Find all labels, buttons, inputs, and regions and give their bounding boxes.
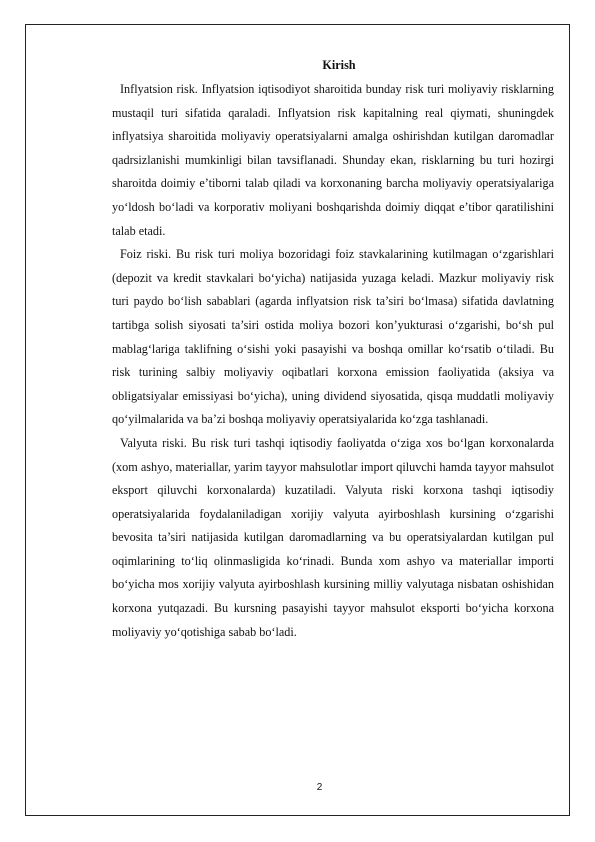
paragraph-currency-risk: Valyuta riski. Bu risk turi tashqi iqtisodiy faoliyatda o‘ziga xos bo‘lgan korxonalarda (xom ashyo, materiallar, yarim tayyor mahsulotlar import qiluvchi hamda tayyor mahsulot eksport qiluvchi korxonalarda) kuzatiladi. Valyuta riski korxona tashqi iqtisodiy operatsiyalarida foydalaniladigan xorijiy valyuta ayirboshlash kursining o‘zgarishi bevosita ta’siri natijasida kutilgan daromadlarning va bu operatsiyalardan kutilgan pul oqimlarining to‘liq olinmasligida ko‘rinadi. Bunda xom ashyo va materiallar importi bo‘yicha mos xorijiy valyuta ayirboshlash kursining milliy valyutaga nisbatan oshishidan korxona yutqazadi. Bu kursning pasayishi tayyor mahsulot eksporti bo‘yicha korxona moliyaviy yo‘qotishiga sabab bo‘ladi.: [112, 435, 554, 639]
paragraph-inflation-risk: Inflyatsion risk. Inflyatsion iqtisodiyot sharoitida bunday risk turi moliyaviy risklarning mustaqil turi sifatida qaraladi. Inflyatsion risk kapitalning real qiymati, shuningdek inflyatsiya sharoitida moliyaviy operatsiyalarni amalga oshirishdan kutilgan daromadlar qadrsizlanishi mumkinligi bilan tavsiflanadi. Shunday ekan, risklarning bu turi hozirgi sharoitda doimiy e’tiborni talab qiladi va korxonaning barcha moliyaviy operatsiyalariga yo‘ldosh bo‘ladi va korporativ moliyani boshqarishda doimiy diqqat e’tibor qaratilishini talab etadi.: [112, 82, 554, 238]
document-body: [112, 52, 554, 644]
document-title: Kirish: [322, 58, 356, 72]
page-number: 2: [316, 782, 323, 793]
paragraph-interest-risk: Foiz riski. Bu risk turi moliya bozoridagi foiz stavkalarining kutilmagan o‘zgarishlari (depozit va kredit stavkalari bo‘yicha) natijasida yuzaga keladi. Mazkur moliyaviy risk turi paydo bo‘lish sabablari (agarda inflyatsion risk ta’siri bo‘lmasa) sifatida davlatning tartibga solish siyosati ta’siri ostida moliya bozori kon’yukturasi o‘zgarishi, bo‘sh pul mablag‘lariga taklifning o‘sishi yoki pasayishi va boshqa omillar ko‘rsatib o‘tiladi. Bu risk turining salbiy moliyaviy oqibatlari korxona emission faoliyatida (aksiya va obligatsiyalar emissiyasi bo‘yicha), uning dividend siyosatida, qisqa muddatli moliyaviy qo‘yilmalarida va ba’zi boshqa moliyaviy operatsiyalarida ko‘zga tashlanadi.: [112, 247, 554, 427]
